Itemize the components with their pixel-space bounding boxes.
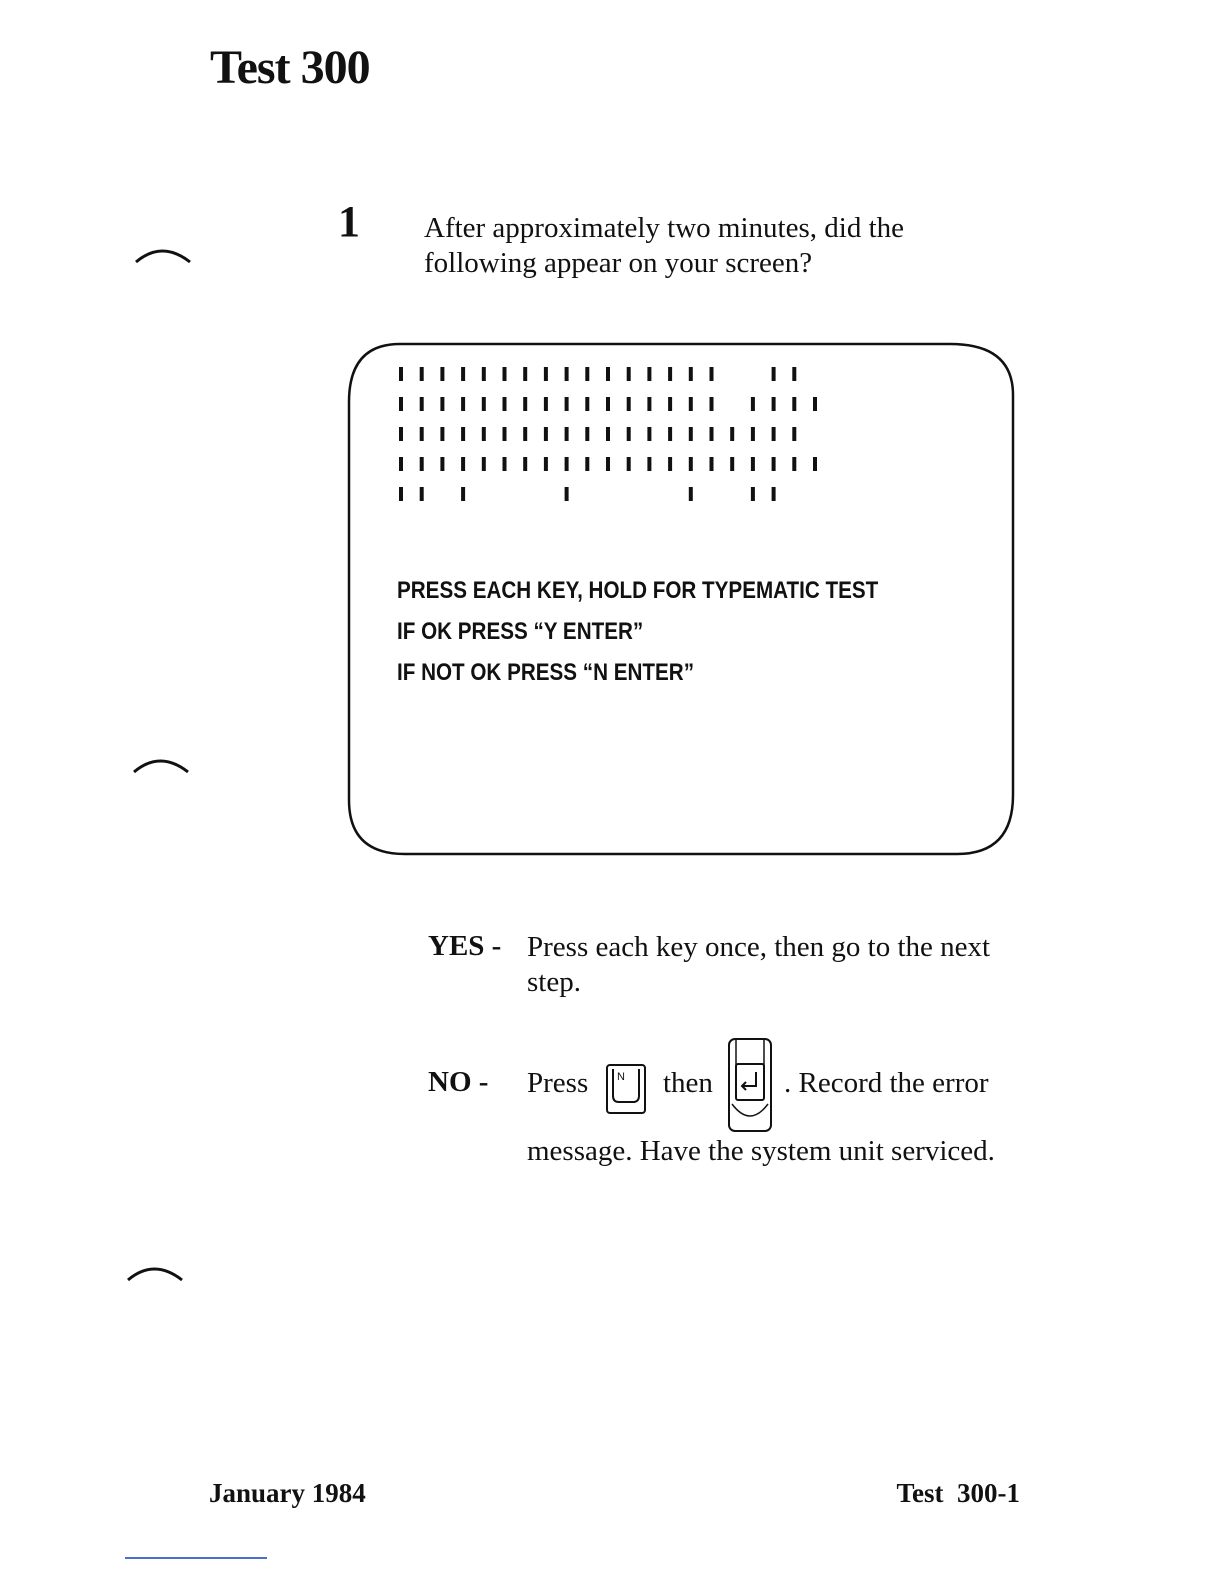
pattern-bar — [647, 397, 651, 411]
pattern-bar — [606, 457, 610, 471]
pattern-bar — [420, 367, 424, 381]
pattern-bar — [565, 457, 569, 471]
pattern-bar — [710, 397, 714, 411]
no-record-text: . Record the error — [784, 1067, 989, 1099]
pattern-bar — [772, 427, 776, 441]
pattern-bar — [710, 427, 714, 441]
yes-instruction: Press each key once, then go to the next step. — [527, 931, 991, 998]
pattern-bar — [461, 457, 465, 471]
pattern-bar — [627, 457, 631, 471]
pattern-bar — [565, 487, 569, 501]
screen-message-line: IF OK PRESS “Y ENTER” — [397, 618, 644, 645]
pattern-bar — [792, 397, 796, 411]
pattern-bar — [627, 427, 631, 441]
pattern-bar — [751, 457, 755, 471]
pattern-bar — [710, 457, 714, 471]
pattern-bar — [482, 427, 486, 441]
pattern-bar — [689, 457, 693, 471]
pattern-bar — [482, 397, 486, 411]
pattern-bar — [503, 397, 507, 411]
pattern-bar — [399, 397, 403, 411]
pattern-bar — [503, 457, 507, 471]
pattern-bar — [689, 397, 693, 411]
pattern-bar — [544, 397, 548, 411]
pattern-bar — [544, 457, 548, 471]
binder-hole-mark — [134, 238, 194, 268]
pattern-bar — [772, 487, 776, 501]
pattern-bar — [544, 367, 548, 381]
pattern-bar — [399, 427, 403, 441]
screen-message-line: IF NOT OK PRESS “N ENTER” — [397, 659, 695, 686]
pattern-bar — [689, 487, 693, 501]
footer-date: January 1984 — [209, 1478, 366, 1508]
pattern-bar — [565, 367, 569, 381]
pattern-bar — [482, 367, 486, 381]
pattern-bar — [585, 427, 589, 441]
pattern-bar — [813, 457, 817, 471]
pattern-bar — [668, 397, 672, 411]
pattern-bar — [689, 367, 693, 381]
pattern-bar — [647, 427, 651, 441]
no-press-text: Press — [527, 1067, 589, 1099]
pattern-bar — [420, 397, 424, 411]
page-title: Test 300 — [210, 41, 370, 94]
screen-test-pattern — [399, 367, 859, 507]
pattern-bar — [730, 427, 734, 441]
pattern-bar — [647, 367, 651, 381]
pattern-bar — [461, 487, 465, 501]
no-label: NO - — [428, 1066, 489, 1098]
screen-message-line: PRESS EACH KEY, HOLD FOR TYPEMATIC TEST — [397, 577, 879, 604]
n-key-letter: N — [617, 1071, 625, 1083]
pattern-bar — [420, 457, 424, 471]
pattern-bar — [585, 397, 589, 411]
pattern-bar — [420, 487, 424, 501]
no-continuation-text: message. Have the system unit serviced. — [527, 1135, 995, 1167]
pattern-bar — [420, 427, 424, 441]
pattern-bar — [440, 397, 444, 411]
n-key-icon — [604, 1062, 648, 1116]
pattern-bar — [772, 367, 776, 381]
pattern-bar — [461, 427, 465, 441]
pattern-bar — [751, 487, 755, 501]
pattern-bar — [606, 367, 610, 381]
pattern-bar — [792, 367, 796, 381]
footer-page-number: Test 300-1 — [896, 1478, 1020, 1508]
pattern-bar — [503, 367, 507, 381]
pattern-bar — [772, 457, 776, 471]
pattern-bar — [399, 457, 403, 471]
pattern-bar — [647, 457, 651, 471]
pattern-bar — [606, 397, 610, 411]
pattern-bar — [792, 457, 796, 471]
step-number: 1 — [338, 197, 360, 246]
step-question: After approximately two minutes, did the following appear on your screen? — [424, 212, 905, 279]
pattern-bar — [440, 367, 444, 381]
pattern-bar — [606, 427, 610, 441]
pattern-bar — [813, 397, 817, 411]
pattern-bar — [523, 457, 527, 471]
bottom-rule — [125, 1557, 267, 1559]
pattern-bar — [668, 457, 672, 471]
no-then-text: then — [663, 1067, 713, 1099]
screen-messages — [397, 574, 957, 697]
pattern-bar — [482, 457, 486, 471]
pattern-bar — [565, 397, 569, 411]
pattern-bar — [440, 427, 444, 441]
enter-key-icon — [726, 1036, 774, 1134]
pattern-bar — [585, 367, 589, 381]
pattern-bar — [751, 427, 755, 441]
pattern-bar — [792, 427, 796, 441]
pattern-bar — [399, 367, 403, 381]
pattern-bar — [668, 427, 672, 441]
binder-hole-mark — [132, 748, 192, 778]
pattern-bar — [399, 487, 403, 501]
pattern-bar — [440, 457, 444, 471]
pattern-bar — [544, 427, 548, 441]
pattern-bar — [627, 367, 631, 381]
pattern-bar — [772, 397, 776, 411]
pattern-bar — [710, 367, 714, 381]
pattern-bar — [461, 397, 465, 411]
pattern-bar — [523, 367, 527, 381]
pattern-bar — [668, 367, 672, 381]
binder-hole-mark — [126, 1256, 186, 1286]
pattern-bar — [751, 397, 755, 411]
pattern-bar — [585, 457, 589, 471]
pattern-bar — [627, 397, 631, 411]
pattern-bar — [689, 427, 693, 441]
pattern-bar — [565, 427, 569, 441]
pattern-bar — [730, 457, 734, 471]
yes-label: YES - — [428, 930, 502, 962]
pattern-bar — [523, 397, 527, 411]
pattern-bar — [461, 367, 465, 381]
pattern-bar — [523, 427, 527, 441]
pattern-bar — [503, 427, 507, 441]
